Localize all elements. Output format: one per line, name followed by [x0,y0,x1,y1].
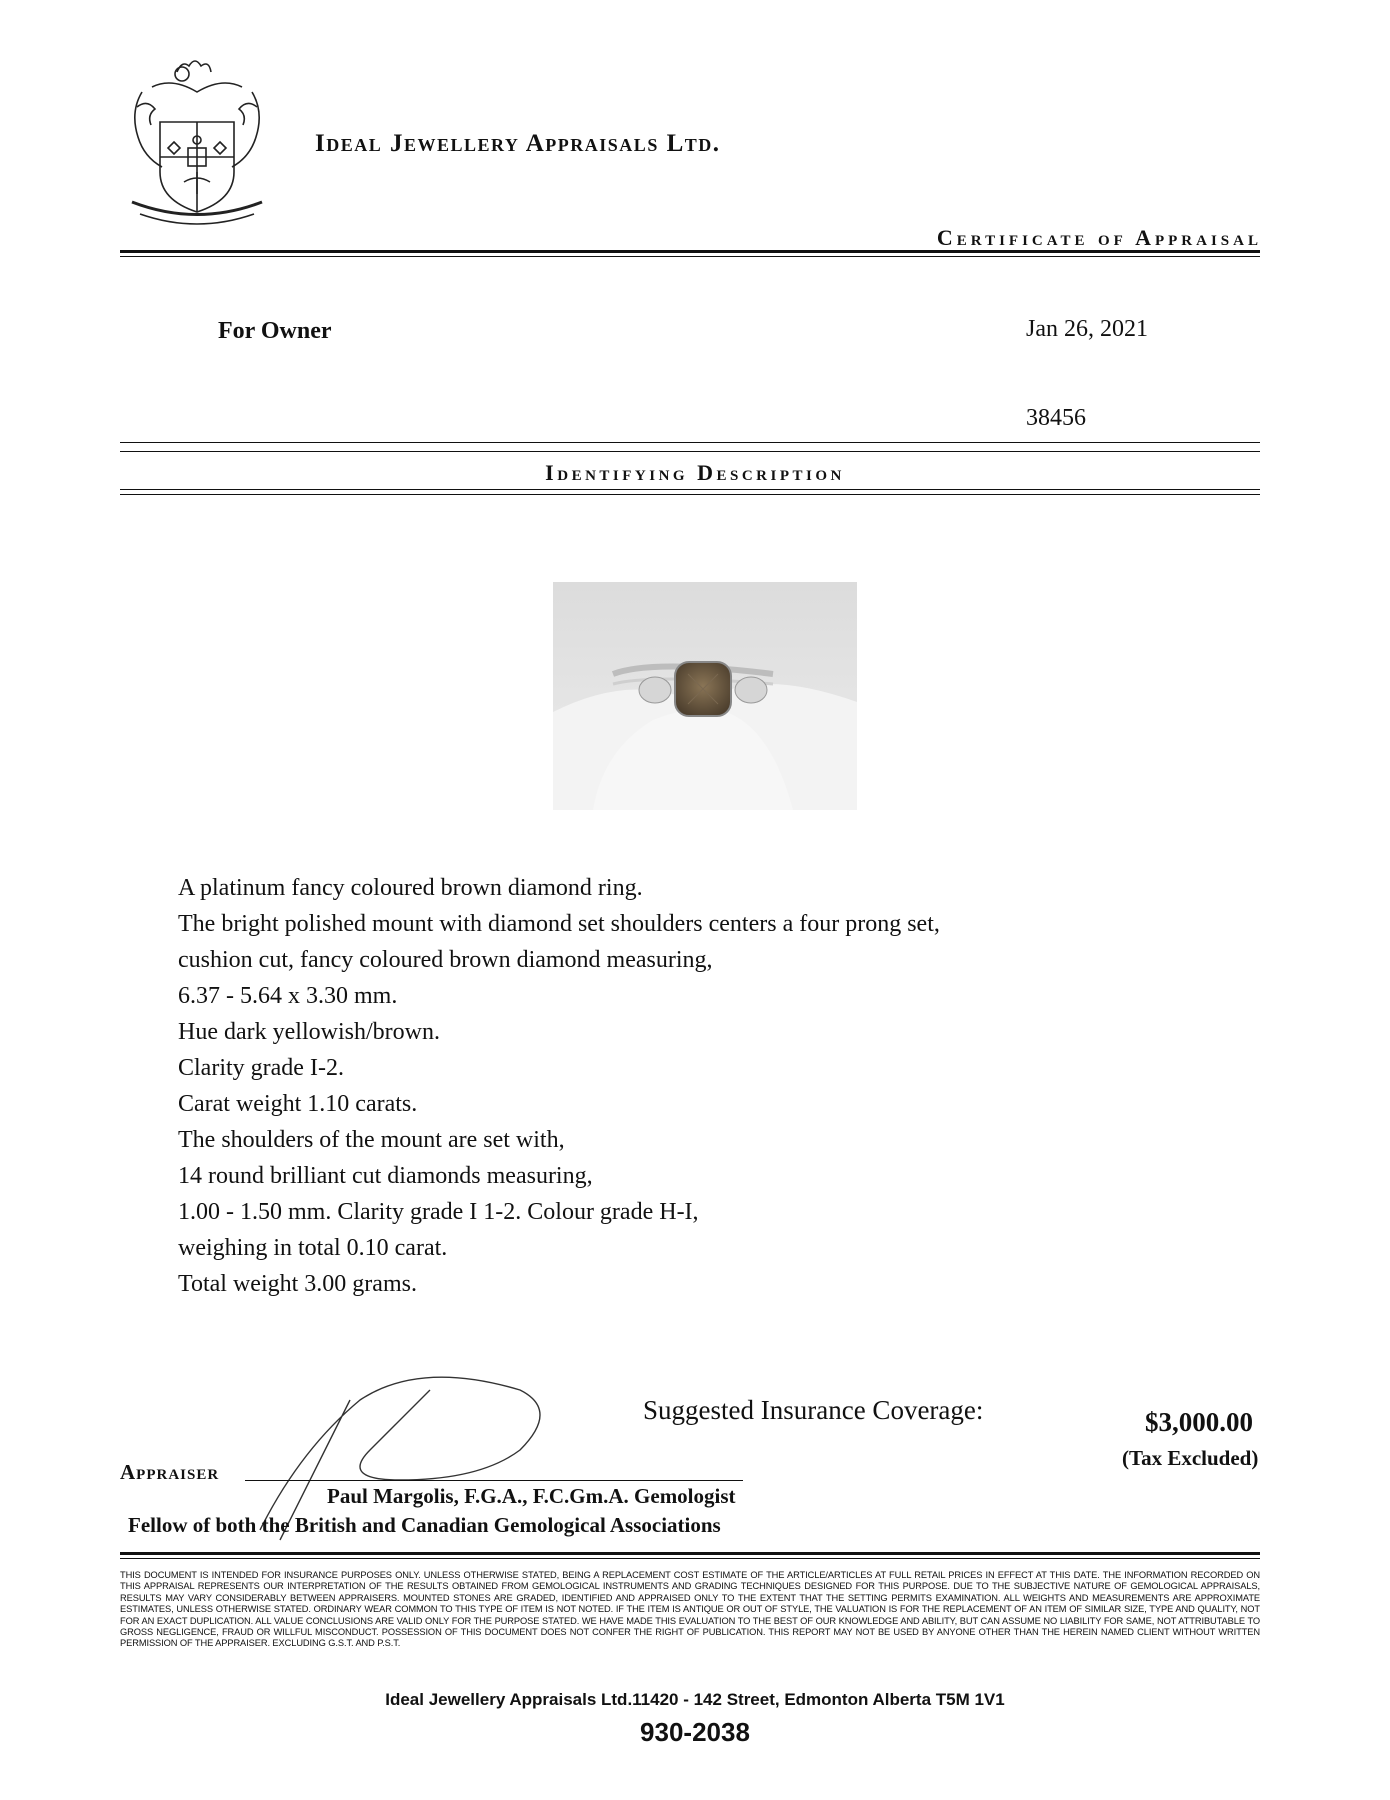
coat-of-arms-logo [122,52,272,232]
ring-photo [553,582,857,810]
description-line: 6.37 - 5.64 x 3.30 mm. [178,983,398,1009]
description-line: The bright polished mount with diamond set shoulders centers a four prong set, [178,911,940,937]
company-address: Ideal Jewellery Appraisals Ltd.11420 - 142 Street, Edmonton Alberta T5M 1V1 [385,1690,1005,1709]
disclaimer-text: THIS DOCUMENT IS INTENDED FOR INSURANCE PURPOSES ONLY. UNLESS OTHERWISE STATED, BEING A REPLACEMENT COST ESTIMATE OF THE ARTICLE/ARTICLES AT FULL RETAIL PRICES IN EFFECT AT THIS DATE. THE INFORMATION RECORDED ON THIS APPRAISAL REPRESENTS OUR INTERPRETATION OF THE RESULTS OBTAINED FROM GEMOLOGICAL INSTRUMENTS AND GRADING TECHNIQUES DESIGNED FOR THIS PURPOSE. DUE TO THE SUBJECTIVE NATURE OF GEMOLOGICAL APPRAISALS, RESULTS MAY VARY CONSIDERABLY BETWEEN APPRAISERS. MOUNTED STONES ARE GRADED, IDENTIFIED AND APPRAISED ONLY TO THE EXTENT THAT THE SETTING PERMITS EXAMINATION. ALL WEIGHTS AND MEASUREMENTS ARE APPROXIMATE ESTIMATES, UNLESS OTHERWISE STATED. ORDINARY WEAR COMMON TO THIS TYPE OF ITEM IS NOT NOTED. IF THE ITEM IS ANTIQUE OR OUT OF STYLE, THE VALUATION IS FOR THE REPLACEMENT OF AN ITEM OF SIMILAR SIZE, TYPE AND QUALITY, NOT FOR AN EXACT DUPLICATION. ALL VALUE CONCLUSIONS ARE VALID ONLY FOR THE PURPOSE STATED. WE HAVE MADE THIS EVALUATION TO THE BEST OF OUR KNOWLEDGE AND ABILITY, BUT CAN ASSUME NO LIABILITY FOR SAME, NOT ATTRIBUTABLE TO GROSS NEGLIGENCE, FRAUD OR WILLFUL MISCONDUCT. POSSESSION OF THIS DOCUMENT DOES NOT CONFER THE RIGHT OF PUBLICATION. THIS REPORT MAY NOT BE USED BY ANYONE OTHER THAN THE HEREIN NAMED CLIENT WITHOUT WRITTEN PERMISSION OF THE APPRAISER. EXCLUDING G.S.T. AND P.S.T. [120,1570,1260,1649]
appraisal-number: 38456 [1026,405,1086,431]
appraisal-date: Jan 26, 2021 [1026,316,1148,342]
description-line: Hue dark yellowish/brown. [178,1019,440,1045]
description-line: A platinum fancy coloured brown diamond ring. [178,875,643,901]
header-rule-bottom [120,256,1260,257]
section-rule-4 [120,494,1260,495]
tax-note: (Tax Excluded) [1122,1446,1259,1470]
certificate-title: Certificate of Appraisal [936,225,1262,250]
section-rule-2 [120,451,1260,452]
appraiser-fellowship: Fellow of both the British and Canadian Gemological Associations [128,1513,721,1537]
description-line: 14 round brilliant cut diamonds measuring, [178,1163,593,1189]
appraiser-name: Paul Margolis, F.G.A., F.C.Gm.A. Gemologist [327,1484,736,1508]
company-phone: 930-2038 [640,1717,750,1747]
description-line: Clarity grade I-2. [178,1055,344,1081]
footer-rule-bottom [120,1558,1260,1559]
appraiser-label: Appraiser [120,1460,220,1484]
description-line: 1.00 - 1.50 mm. Clarity grade I 1-2. Colour grade H-I, [178,1199,699,1225]
section-title: Identifying Description [545,460,845,485]
header-rule-top [120,250,1260,253]
description-line: Total weight 3.00 grams. [178,1271,417,1297]
description-line: Carat weight 1.10 carats. [178,1091,418,1117]
description-line: weighing in total 0.10 carat. [178,1235,448,1261]
description-line: cushion cut, fancy coloured brown diamond measuring, [178,947,713,973]
signature-line [245,1480,743,1481]
insurance-label: Suggested Insurance Coverage: [643,1395,984,1425]
owner-label: For Owner [218,318,332,344]
section-rule-3 [120,489,1260,490]
item-description [178,870,940,1302]
description-line: The shoulders of the mount are set with, [178,1127,565,1153]
company-name: Ideal Jewellery Appraisals Ltd. [315,130,721,157]
section-rule-1 [120,442,1260,443]
footer-rule-top [120,1552,1260,1555]
insurance-amount: $3,000.00 [1145,1407,1253,1437]
